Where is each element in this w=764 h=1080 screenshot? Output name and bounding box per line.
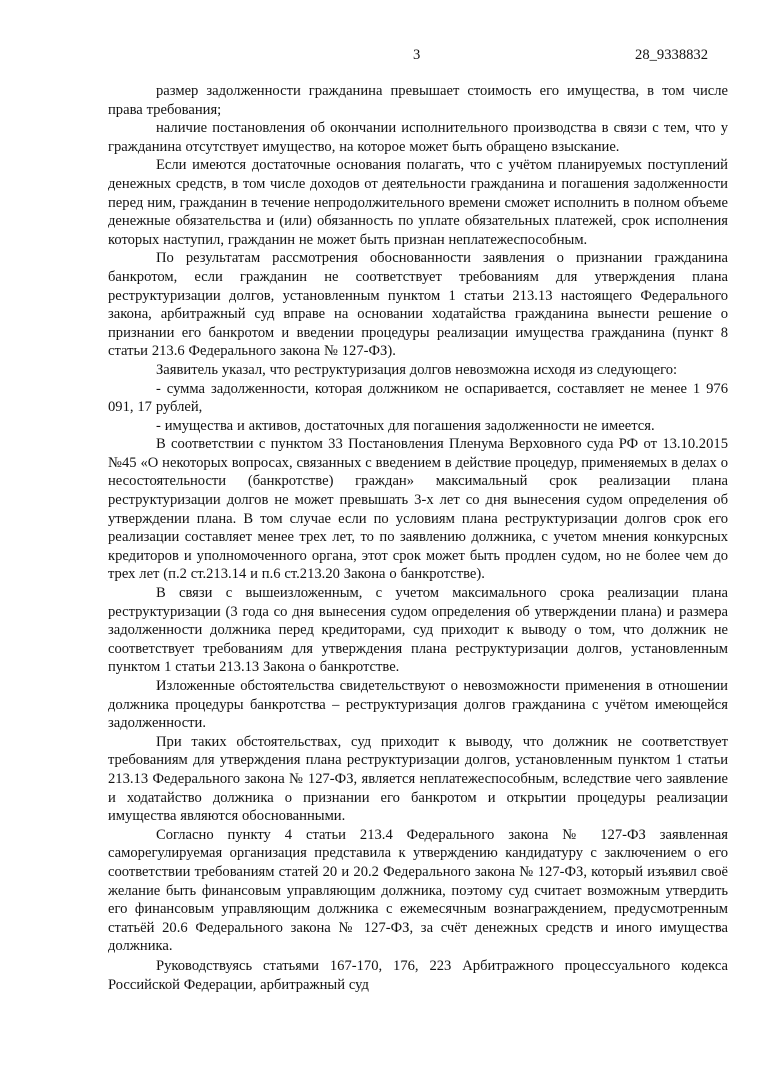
paragraph: - сумма задолженности, которая должником не оспаривается, составляет не менее 1 976 091, 17 рублей, [108, 380, 728, 416]
paragraph: Изложенные обстоятельства свидетельствуют о невозможности применения в отношении должника процедуры банкротства – реструктуризация долгов гражданина с учётом имеющейся задолженности. [108, 678, 728, 732]
paragraph: По результатам рассмотрения обоснованности заявления о признании гражданина банкротом, если гражданин не соответствует требованиям для утверждения плана реструктуризации долгов, установленным пунктом 1 статьи 213.13 настоящего Федерального закона, арбитражный суд вправе на основании ходатайства гражданина вынести решение о признании его банкротом и введении процедуры реализации имущества гражданина (пункт 8 статьи 213.6 Федерального закона № 127-ФЗ). [108, 250, 728, 360]
case-id: 28_9338832 [635, 47, 708, 63]
paragraph: В связи с вышеизложенным, с учетом максимального срока реализации плана реструктуризации (3 года со дня вынесения судом определения об утверждении плана) и размера задолженности должника перед кредиторами, суд приходит к выводу о том, что должник не соответствует требованиям для утверждения плана реструктуризации долгов, установленным пунктом 1 статьи 213.13 Закона о банкротстве. [108, 585, 728, 676]
paragraph: Согласно пункту 4 статьи 213.4 Федерального закона № 127-ФЗ заявленная саморегулируемая организация представила к утверждению кандидатуру с заключением о его соответствии требованиям статей 20 и 20.2 Федерального закона № 127-ФЗ, который изъявил своё желание быть финансовым управляющим должника, поэтому суд считает возможным утвердить его финансовым управляющим должника с ежемесячным вознаграждением, предусмотренным статьёй 20.6 Федерального закона № 127-ФЗ, за счёт денежных средств и иного имущества должника. [108, 826, 728, 955]
paragraph: размер задолженности гражданина превышает стоимость его имущества, в том числе права требования; [108, 83, 728, 118]
document-body [108, 82, 728, 994]
paragraph: наличие постановления об окончании исполнительного производства в связи с тем, что у гражданина отсутствует имущество, на которое может быть обращено взыскание. [108, 120, 728, 155]
paragraph: - имущества и активов, достаточных для погашения задолженности не имеется. [156, 417, 655, 434]
paragraph: Если имеются достаточные основания полагать, что с учётом планируемых поступлений денежных средств, в том числе доходов от деятельности гражданина и погашения задолженности перед ним, гражданин в течение непродолжительного времени сможет исполнить в полном объеме денежные обязательства и (или) обязанность по уплате обязательных платежей, срок исполнения которых наступил, гражданин не может быть признан неплатежеспособным. [108, 157, 728, 248]
paragraph: В соответствии с пунктом 33 Постановления Пленума Верховного суда РФ от 13.10.2015 №45 «О некоторых вопросах, связанных с введением в действие процедур, применяемых в делах о несостоятельности (банкротстве) граждан» максимальный срок реализации плана реструктуризации долгов не может превышать 3-х лет со дня вынесения судом определения об утверждении плана. В том случае если по условиям плана реструктуризации долгов срок его реализации составляет менее трех лет, то по заявлению должника, с учетом мнения конкурсных кредиторов и уполномоченного органа, этот срок может быть продлен судом, но не более чем до трех лет (п.2 ст.213.14 и п.6 ст.213.20 Закона о банкротстве). [108, 436, 728, 583]
paragraph: Заявитель указал, что реструктуризация долгов невозможна исходя из следующего: [156, 361, 678, 378]
paragraph: Руководствуясь статьями 167-170, 176, 223 Арбитражного процессуального кодекса Российской Федерации, арбитражный суд [108, 957, 728, 993]
paragraph: При таких обстоятельствах, суд приходит к выводу, что должник не соответствует требованиям для утверждения плана реструктуризации долгов, установленным пунктом 1 статьи 213.13 Федерального закона № 127-ФЗ, является неплатежеспособным, вследствие чего заявление и ходатайство должника о признании его банкротом и открытии процедуры реализации имущества являются обоснованными. [108, 733, 728, 825]
page-number: 3 [413, 47, 421, 63]
